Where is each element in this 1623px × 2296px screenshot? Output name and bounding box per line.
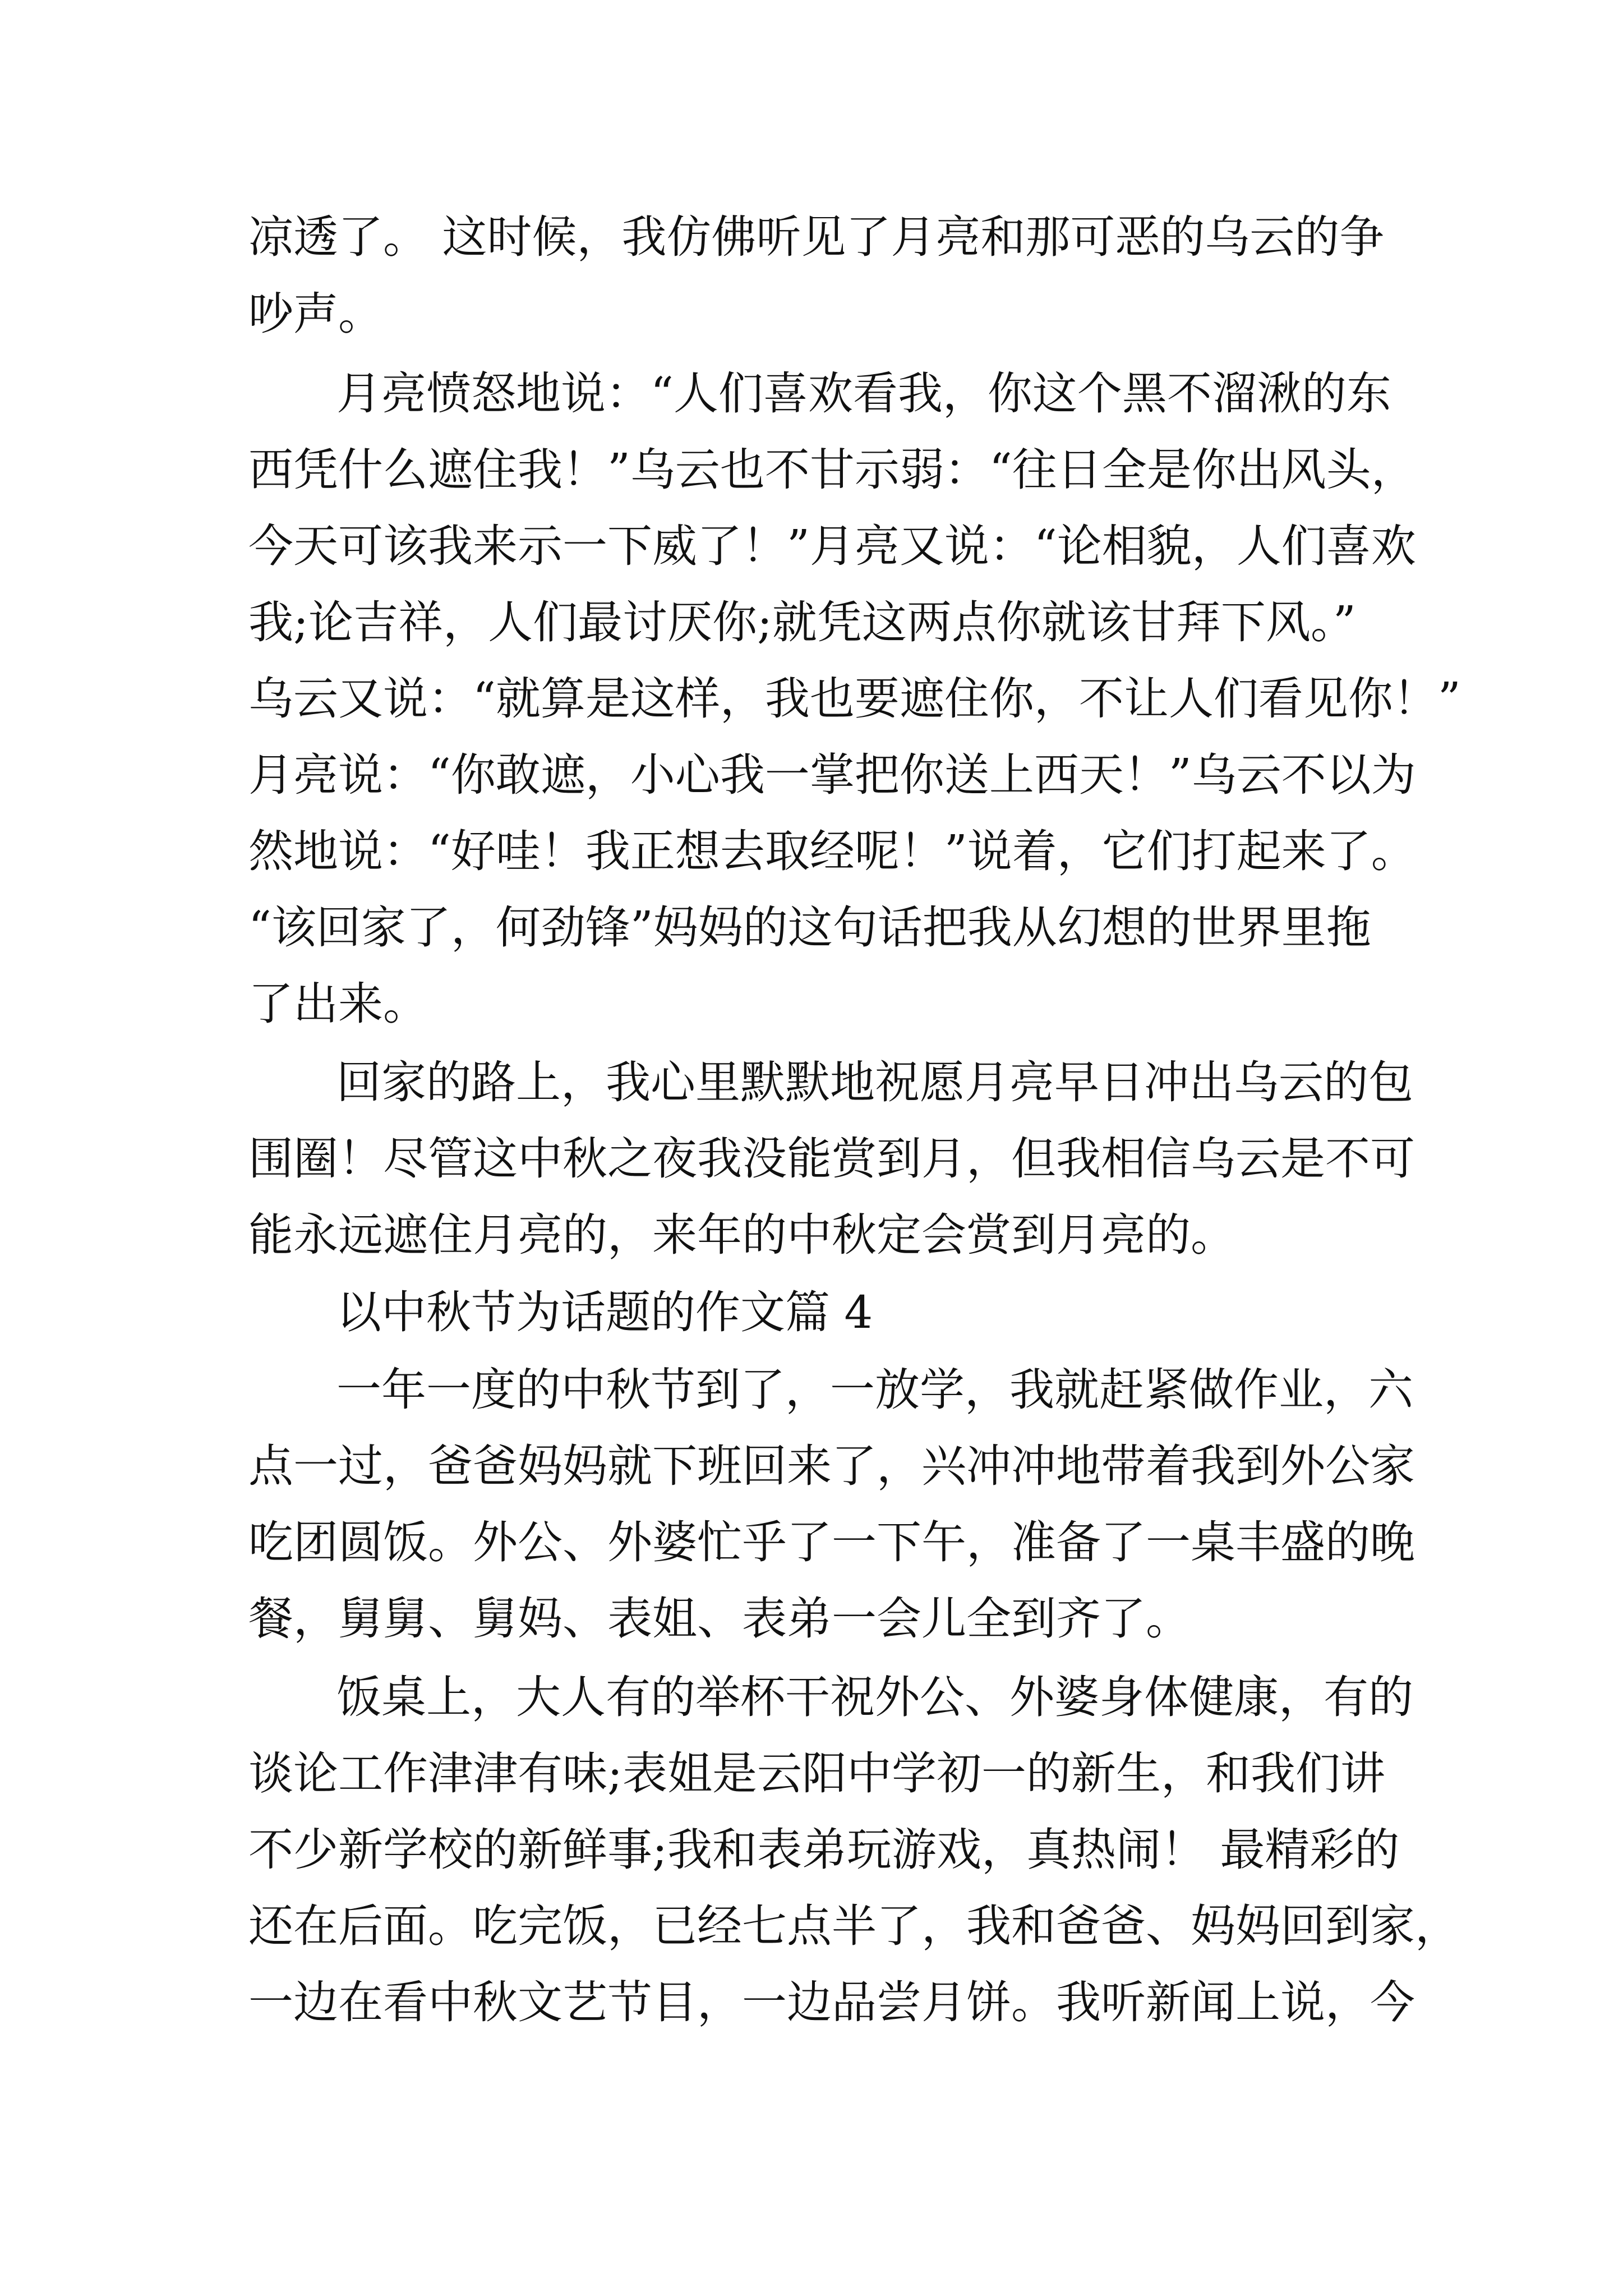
text-line: 一边在看中秋文艺节目，一边品尝月饼。我听新闻上说，今 <box>248 1976 1415 2028</box>
section-heading: 以中秋节为话题的作文篇 4 <box>336 1286 873 1338</box>
text-line: 餐，舅舅、舅妈、表姐、表弟一会儿全到齐了。 <box>248 1593 1191 1645</box>
text-line: 还在后面。吃完饭，已经七点半了，我和爸爸、妈妈回到家， <box>248 1900 1460 1952</box>
paragraph-start-line: 饭桌上，大人有的举杯干祝外公、外婆身体健康，有的 <box>336 1671 1413 1723</box>
text-line: 了出来。 <box>248 978 428 1030</box>
text-line: 谈论工作津津有味;表姐是云阳中学初一的新生，和我们讲 <box>248 1747 1385 1800</box>
text-line: 能永远遮住月亮的，来年的中秋定会赏到月亮的。 <box>248 1209 1235 1261</box>
text-line: “该回家了，何劲锋”妈妈的这句话把我从幻想的世界里拖 <box>248 901 1371 954</box>
text-line: 西凭什么遮住我！”乌云也不甘示弱：“往日全是你出风头， <box>248 444 1416 496</box>
paragraph-start-line: 月亮愤怒地说：“人们喜欢看我，你这个黑不溜湫的东 <box>336 367 1391 420</box>
text-line: 我;论吉祥，人们最讨厌你;就凭这两点你就该甘拜下风。” <box>248 596 1356 648</box>
paragraph-start-line: 回家的路上，我心里默默地祝愿月亮早日冲出乌云的包 <box>336 1056 1413 1108</box>
text-line: 点一过，爸爸妈妈就下班回来了，兴冲冲地带着我到外公家 <box>248 1440 1415 1492</box>
text-line: 然地说：“好哇！我正想去取经呢！”说着，它们打起来了。 <box>248 825 1416 877</box>
text-line: 吵声。 <box>248 288 383 340</box>
text-line: 吃团圆饭。外公、外婆忙乎了一下午，准备了一桌丰盛的晚 <box>248 1516 1415 1568</box>
paragraph-start-line: 一年一度的中秋节到了，一放学，我就赶紧做作业，六 <box>336 1364 1413 1416</box>
text-line: 乌云又说：“就算是这样，我也要遮住你，不让人们看见你！” <box>248 673 1461 725</box>
text-line: 月亮说：“你敢遮，小心我一掌把你送上西天！”乌云不以为 <box>248 749 1416 801</box>
text-line: 今天可该我来示一下威了！”月亮又说：“论相貌，人们喜欢 <box>248 520 1416 572</box>
text-line: 不少新学校的新鲜事;我和表弟玩游戏，真热闹！ 最精彩的 <box>248 1824 1400 1876</box>
text-line: 凉透了。 这时候，我仿佛听见了月亮和那可恶的乌云的争 <box>248 211 1385 263</box>
text-line: 围圈！尽管这中秋之夜我没能赏到月，但我相信乌云是不可 <box>248 1133 1415 1185</box>
